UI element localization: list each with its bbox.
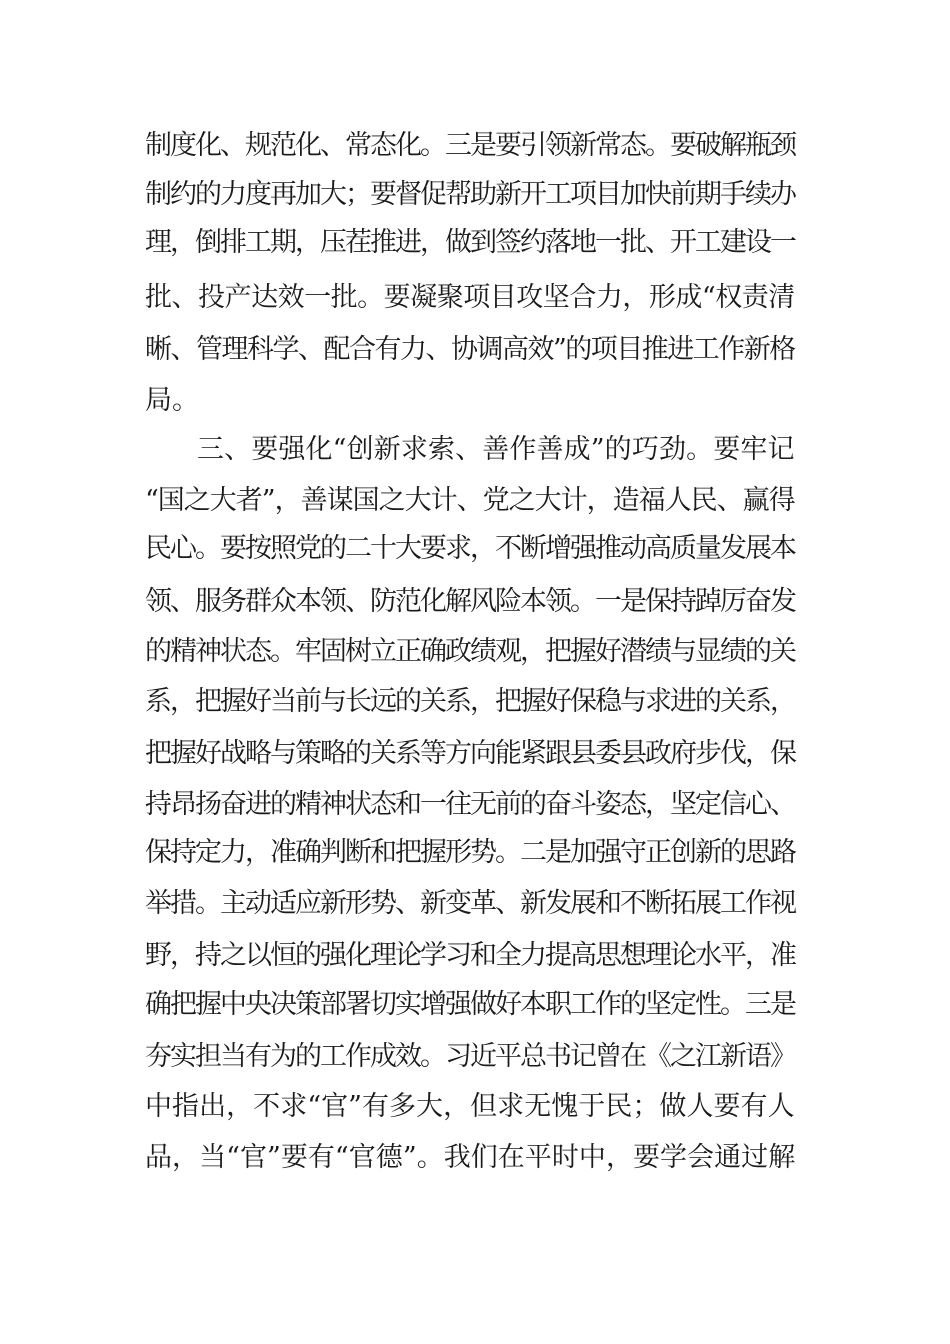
text-line: 把握好战略与策略的关系等方向能紧跟县委县政府步伐，保 bbox=[145, 738, 795, 769]
text-line: 制度化、规范化、常态化。三是要引领新常态。要破解瓶颈 bbox=[145, 130, 795, 161]
text-line: 局。 bbox=[145, 385, 199, 416]
section-heading: 三、要强化“创新求索、善作善成”的巧劲。要牢记 bbox=[197, 434, 795, 465]
text-line: 领、服务群众本领、防范化解风险本领。一是保持踔厉奋发 bbox=[145, 586, 795, 617]
text-line: 制约的力度再加大；要督促帮助新开工项目加快前期手续办 bbox=[145, 179, 795, 210]
text-line: 保持定力，准确判断和把握形势。二是加强守正创新的思路 bbox=[145, 837, 795, 868]
text-line: 品，当“官”要有“官德”。我们在平时中，要学会通过解 bbox=[145, 1142, 796, 1173]
text-line: 野，持之以恒的强化理论学习和全力提高思想理论水平，准 bbox=[145, 940, 795, 971]
text-line: 批、投产达效一批。要凝聚项目攻坚合力，形成“权责清 bbox=[145, 282, 795, 313]
text-line: 民心。要按照党的二十大要求，不断增强推动高质量发展本 bbox=[145, 533, 795, 564]
text-line: “国之大者”，善谋国之大计、党之大计，造福人民、赢得 bbox=[145, 485, 795, 516]
text-line: 确把握中央决策部署切实增强做好本职工作的坚定性。三是 bbox=[145, 989, 795, 1020]
text-line: 系，把握好当前与长远的关系，把握好保稳与求进的关系， bbox=[145, 686, 795, 717]
text-line: 中指出，不求“官”有多大，但求无愧于民；做人要有人 bbox=[145, 1091, 795, 1122]
text-line: 夯实担当有为的工作成效。习近平总书记曾在《之江新语》 bbox=[145, 1041, 795, 1072]
text-line: 理，倒排工期，压茬推进，做到签约落地一批、开工建设一 bbox=[145, 227, 795, 258]
text-line: 持昂扬奋进的精神状态和一往无前的奋斗姿态，坚定信心、 bbox=[145, 789, 795, 820]
text-line: 的精神状态。牢固树立正确政绩观，把握好潜绩与显绩的关 bbox=[145, 636, 795, 667]
text-line: 晰、管理科学、配合有力、协调高效”的项目推进工作新格 bbox=[145, 334, 795, 365]
text-line: 举措。主动适应新形势、新变革、新发展和不断拓展工作视 bbox=[145, 888, 795, 919]
